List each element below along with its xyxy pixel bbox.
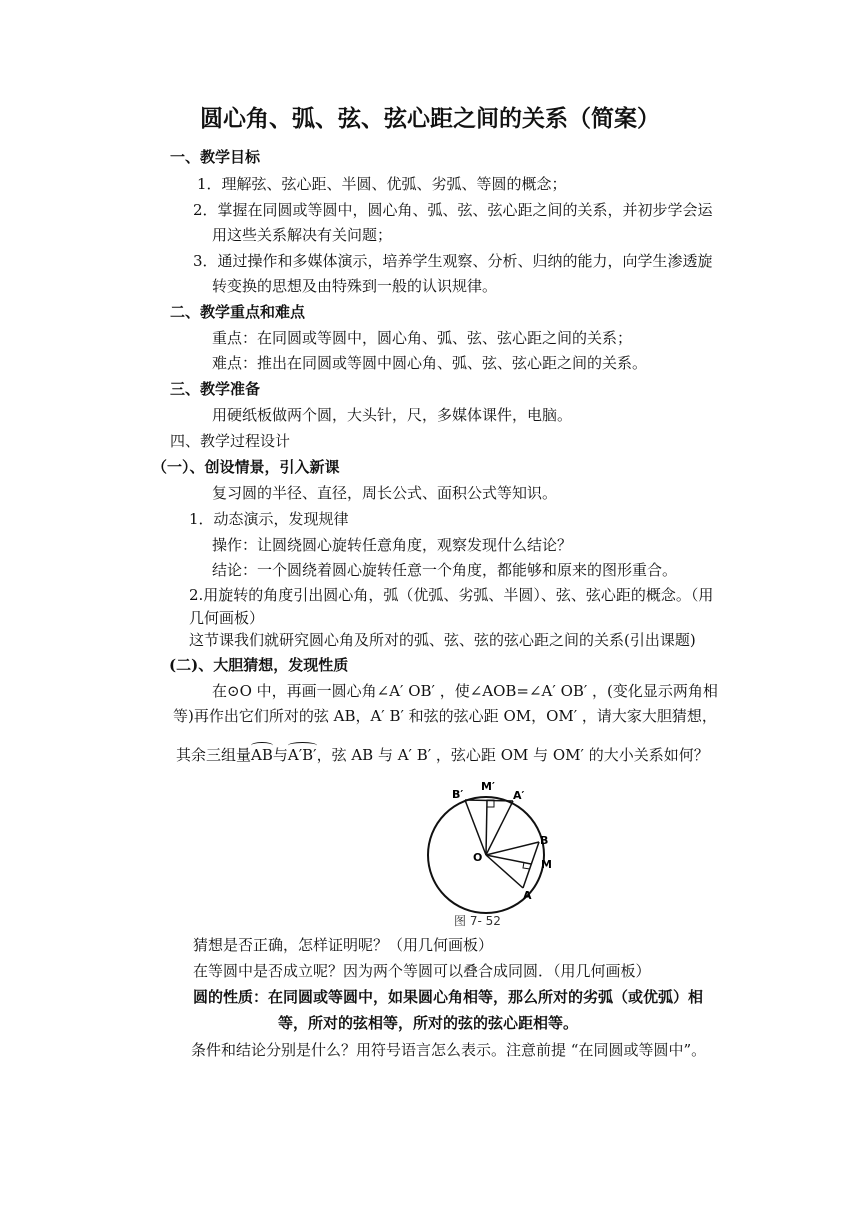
question-2: 在等圆中是否成立呢？因为两个等圆可以叠合成同圆．（用几何画板） [193, 962, 651, 980]
part1-heading: （一）、创设情景，引入新课 [152, 458, 340, 476]
objective-item-2-cont: 用这些关系解决有关问题； [212, 226, 393, 244]
objective-item-2: 2．掌握在同圆或等圆中，圆心角、弧、弦、弦心距之间的关系，并初步学会运 [193, 201, 713, 219]
operation-text: 操作：让圆绕圆心旋转任意角度，观察发现什么结论？ [212, 536, 573, 554]
radius-oa [486, 855, 523, 888]
label-o: O [473, 851, 483, 864]
section-heading-process: 四、教学过程设计 [170, 432, 291, 450]
section-heading-keypoints: 二、教学重点和难点 [170, 303, 306, 321]
difficult-point: 难点：推出在同圆或等圆中圆心角、弧、弦、弦心距之间的关系。 [212, 354, 648, 372]
step-1-title: 1．动态演示，发现规律 [189, 510, 349, 528]
radius-ob [486, 842, 539, 855]
label-b-prime: B′ [452, 788, 464, 801]
figure-caption: 图 7- 52 [454, 914, 501, 928]
label-m-prime: M′ [481, 780, 495, 793]
conjecture-line-2: 等)再作出它们所对的弦 AB，A′ B′ 和弦的弦心距 OM，OM′ ，请大家大胆猜想， [173, 707, 717, 725]
label-m: M [541, 858, 552, 871]
property-line-2: 等，所对的弦相等，所对的弦的弦心距相等。 [278, 1014, 579, 1032]
objective-item-3: 3．通过操作和多媒体演示，培养学生观察、分析、归纳的能力，向学生渗透旋 [193, 252, 713, 270]
chord-ab [523, 842, 539, 888]
circle-figure [425, 780, 555, 930]
label-b: B [540, 834, 549, 847]
page-title: 圆心角、弧、弦、弦心距之间的关系（简案） [200, 105, 660, 132]
circle-figure-svg [425, 780, 555, 930]
lesson-intro-text: 这节课我们就研究圆心角及所对的弧、弦、弦的弦心距之间的关系(引出课题) [189, 631, 696, 649]
conclusion-text: 结论：一个圆绕着圆心旋转任意一个角度，都能够和原来的图形重合。 [212, 561, 678, 579]
review-text: 复习圆的半径、直径，周长公式、面积公式等知识。 [212, 484, 558, 502]
section-heading-preparation: 三、教学准备 [170, 380, 261, 398]
step-2-text-cont: 几何画板） [189, 609, 265, 627]
key-point: 重点：在同圆或等圆中，圆心角、弧、弦、弦心距之间的关系； [212, 329, 633, 347]
objective-item-3-cont: 转变换的思想及由特殊到一般的认识规律。 [212, 277, 498, 295]
conjecture-line-3-post: ，弦 AB 与 A′ B′ ，弦心距 OM 与 OM′ 的大小关系如何？ [316, 746, 709, 764]
label-a: A [523, 889, 532, 902]
conjecture-line-1: 在⊙O 中，再画一圆心角∠A′ OB′ ，使∠AOB=∠A′ OB′ ，(变化显示两角相 [212, 682, 718, 700]
conjecture-line-3-mid: 与 [272, 746, 288, 764]
arc-ab: AB [251, 746, 273, 764]
objective-item-1: 1．理解弦、弦心距、半圆、优弧、劣弧、等圆的概念； [197, 175, 567, 193]
final-note: 条件和结论分别是什么？用符号语言怎么表示。注意前提 “在同圆或等圆中”。 [191, 1041, 707, 1059]
segment-om-prime [486, 800, 487, 855]
label-a-prime: A′ [513, 789, 525, 802]
section-heading-objectives: 一、教学目标 [170, 148, 261, 166]
conjecture-line-3-pre: 其余三组量 [176, 746, 252, 764]
preparation-text: 用硬纸板做两个圆，大头针，尺，多媒体课件，电脑。 [212, 406, 573, 424]
step-2-text: 2.用旋转的角度引出圆心角，弧（优弧、劣弧、半圆）、弦、弦心距的概念。（用 [189, 586, 714, 604]
part2-heading: (二)、大胆猜想，发现性质 [169, 656, 349, 674]
arc-a-prime-b-prime: A′B′ [287, 746, 317, 764]
question-1: 猜想是否正确，怎样证明呢？（用几何画板） [193, 936, 494, 954]
radius-oa-prime [486, 801, 513, 855]
property-line-1: 圆的性质：在同圆或等圆中，如果圆心角相等，那么所对的劣弧（或优弧）相 [193, 988, 704, 1006]
conjecture-line-3 [176, 745, 709, 765]
radius-ob-prime [465, 800, 486, 855]
